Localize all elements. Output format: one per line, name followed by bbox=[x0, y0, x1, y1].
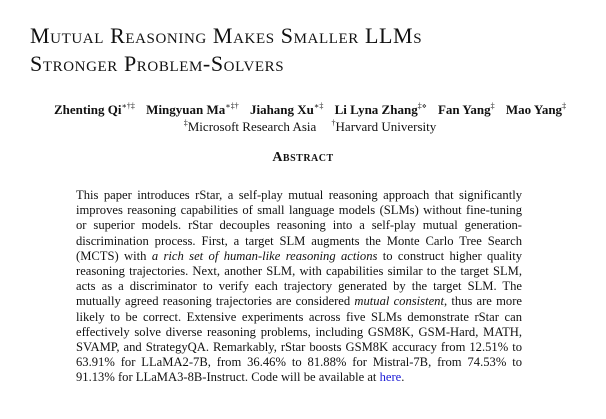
author-marks: ‡⋄ bbox=[417, 102, 427, 111]
affiliation-name: Microsoft Research Asia bbox=[187, 119, 317, 135]
affiliation bbox=[184, 119, 317, 134]
code-link[interactable]: here bbox=[379, 370, 402, 385]
affiliation-name: Harvard University bbox=[335, 119, 437, 135]
author-marks: ∗‡† bbox=[225, 102, 239, 111]
affiliation-mark: † bbox=[331, 119, 336, 128]
title-line-2: Stronger Problem-Solvers bbox=[30, 51, 285, 76]
abstract-text-1: This paper introduces rStar, a self-play mutual reasoning approach that significantly improves reasoning capabilities of small language models (SLMs) without fine-tuning or superior models. rStar decouples reasoning into a self-play mutual generation-discrimination process. First, a target SLM augments the Monte Carlo Tree Search (MCTS) with bbox=[76, 188, 522, 263]
abstract-text-4: . bbox=[401, 370, 405, 385]
abstract-emphasis-2: mutual consistent bbox=[354, 294, 444, 309]
paper-title bbox=[30, 22, 590, 78]
abstract-heading: Abstract bbox=[272, 150, 334, 165]
author-name: Li Lyna Zhang bbox=[334, 102, 418, 118]
author-name: Jiahang Xu bbox=[249, 102, 314, 118]
author-name: Zhenting Qi bbox=[53, 102, 122, 118]
abstract-text-2: to construct higher quality reasoning trajectories. Next, another SLM, with capabilities similar to the target SLM, acts as a discriminator to verify each trajectory generated by the target SLM. The mutually agreed reasoning trajectories are considered bbox=[76, 248, 522, 309]
author-name: Mingyuan Ma bbox=[146, 102, 226, 118]
author-marks: ∗†‡ bbox=[121, 102, 135, 111]
author-name: Fan Yang bbox=[437, 102, 491, 118]
affiliation bbox=[332, 119, 437, 134]
affiliation-mark: ‡ bbox=[183, 119, 188, 128]
author-marks: ‡ bbox=[490, 102, 495, 111]
affiliation-list bbox=[30, 116, 590, 135]
author-marks: ‡ bbox=[562, 102, 567, 111]
abstract-text-3: , thus are more likely to be correct. Extensive experiments across five SLMs demonstrate rStar can effectively solve diverse reasoning problems, including GSM8K, GSM-Hard, MATH, SVAMP, and StrategyQA. Remarkably, rStar boosts GSM8K accuracy from 12.51% to 63.91% for LLaMA2-7B, from 36.46% to 81.88% for Mistral-7B, from 74.53% to 91.13% for LLaMA3-8B-Instruct. Code will be available at bbox=[76, 294, 522, 385]
abstract-emphasis-1: a rich set of human-like reasoning actions bbox=[151, 248, 378, 263]
author-marks: ∗‡ bbox=[313, 102, 324, 111]
title-line-1: Mutual Reasoning Makes Smaller LLMs bbox=[30, 23, 423, 48]
abstract-body bbox=[76, 188, 522, 386]
author-name: Mao Yang bbox=[505, 102, 563, 118]
